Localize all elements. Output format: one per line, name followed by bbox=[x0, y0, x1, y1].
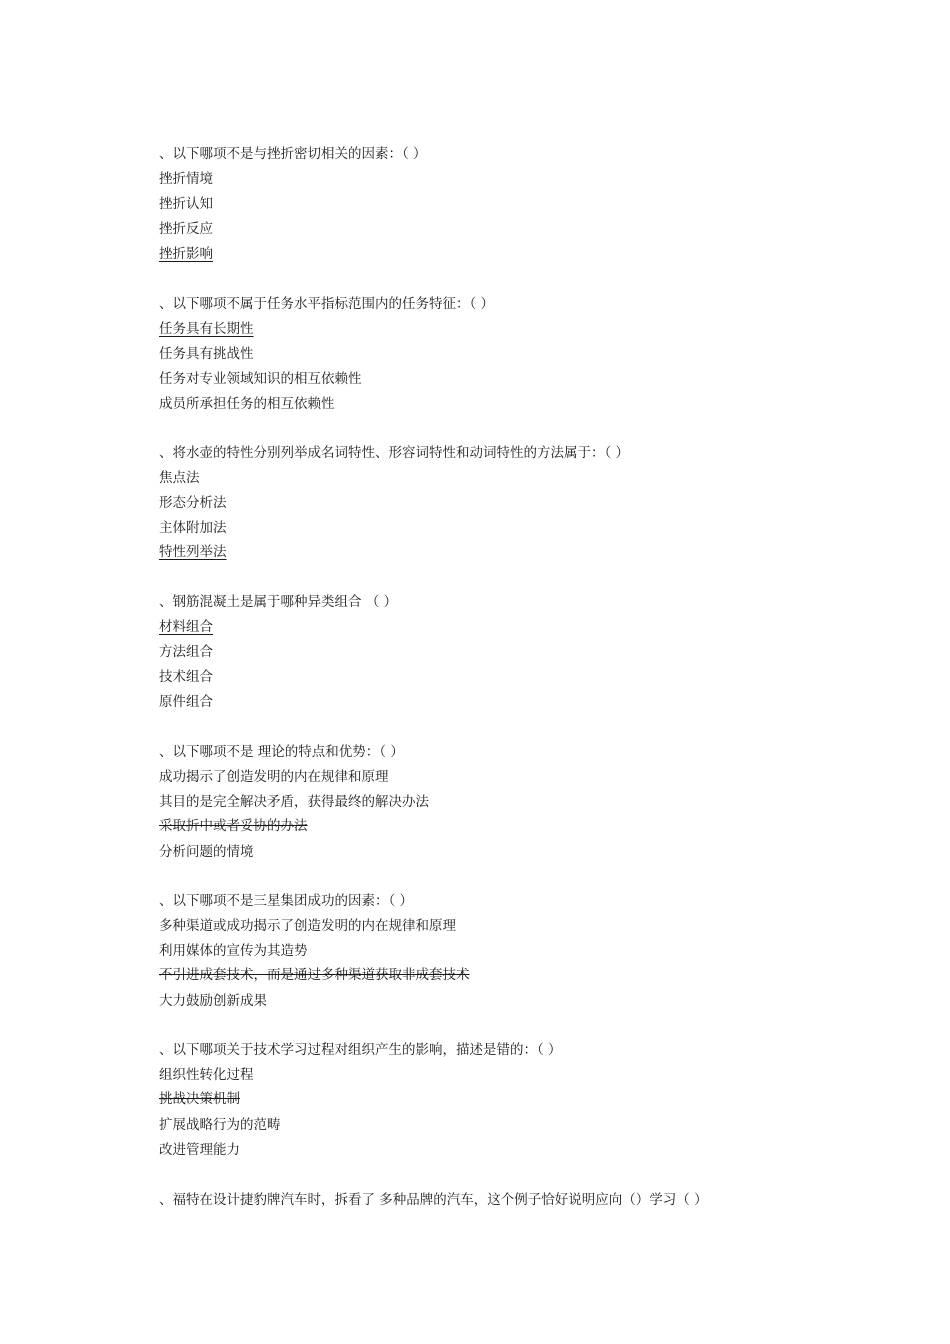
option-c: 技术组合 bbox=[159, 669, 213, 685]
option-c-answer: 采取折中或者妥协的办法 bbox=[159, 818, 308, 834]
question-stem: 、福特在设计捷豹牌汽车时，拆看了 多种品牌的汽车，这个例子恰好说明应向（）学习（ ） bbox=[159, 1192, 708, 1208]
question-stem: 、以下哪项不是三星集团成功的因素：（ ） bbox=[159, 893, 414, 909]
option-b-answer: 挑战决策机制 bbox=[159, 1091, 240, 1107]
option-a: 组织性转化过程 bbox=[159, 1067, 254, 1083]
question-stem: 、钢筋混凝土是属于哪种异类组合 （ ） bbox=[159, 594, 398, 610]
option-a: 成功揭示了创造发明的内在规律和原理 bbox=[159, 769, 389, 785]
option-c: 主体附加法 bbox=[159, 520, 227, 536]
option-c: 扩展战略行为的范畴 bbox=[159, 1117, 281, 1133]
option-b: 形态分析法 bbox=[159, 495, 227, 511]
option-a: 挫折情境 bbox=[159, 171, 213, 187]
option-c-answer: 不引进成套技术，而是通过多种渠道获取非成套技术 bbox=[159, 967, 470, 983]
option-b: 利用媒体的宣传为其造势 bbox=[159, 943, 308, 959]
option-b: 挫折认知 bbox=[159, 196, 213, 212]
option-d: 原件组合 bbox=[159, 694, 213, 710]
option-a: 焦点法 bbox=[159, 470, 200, 486]
question-stem: 、以下哪项关于技术学习过程对组织产生的影响，描述是错的：（ ） bbox=[159, 1042, 562, 1058]
option-d-answer: 挫折影响 bbox=[159, 246, 213, 262]
option-a-answer: 材料组合 bbox=[159, 619, 213, 635]
question-stem: 、以下哪项不是 理论的特点和优势：（ ） bbox=[159, 744, 404, 760]
option-a: 多种渠道或成功揭示了创造发明的内在规律和原理 bbox=[159, 918, 456, 934]
option-d: 改进管理能力 bbox=[159, 1142, 240, 1158]
option-d-answer: 特性列举法 bbox=[159, 544, 227, 560]
option-d: 成员所承担任务的相互依赖性 bbox=[159, 396, 335, 412]
option-a-answer: 任务具有长期性 bbox=[159, 321, 254, 337]
option-c: 挫折反应 bbox=[159, 221, 213, 237]
question-stem: 、以下哪项不属于任务水平指标范围内的任务特征：（ ） bbox=[159, 296, 495, 312]
option-d: 大力鼓励创新成果 bbox=[159, 993, 267, 1009]
option-d: 分析问题的情境 bbox=[159, 844, 254, 860]
option-b: 任务具有挑战性 bbox=[159, 346, 254, 362]
question-stem: 、以下哪项不是与挫折密切相关的因素：（ ） bbox=[159, 146, 427, 162]
option-c: 任务对专业领域知识的相互依赖性 bbox=[159, 371, 362, 387]
option-b: 方法组合 bbox=[159, 644, 213, 660]
question-stem: 、将水壶的特性分别列举成名词特性、形容词特性和动词特性的方法属于：（ ） bbox=[159, 445, 630, 461]
option-b: 其目的是完全解决矛盾，获得最终的解决办法 bbox=[159, 794, 429, 810]
